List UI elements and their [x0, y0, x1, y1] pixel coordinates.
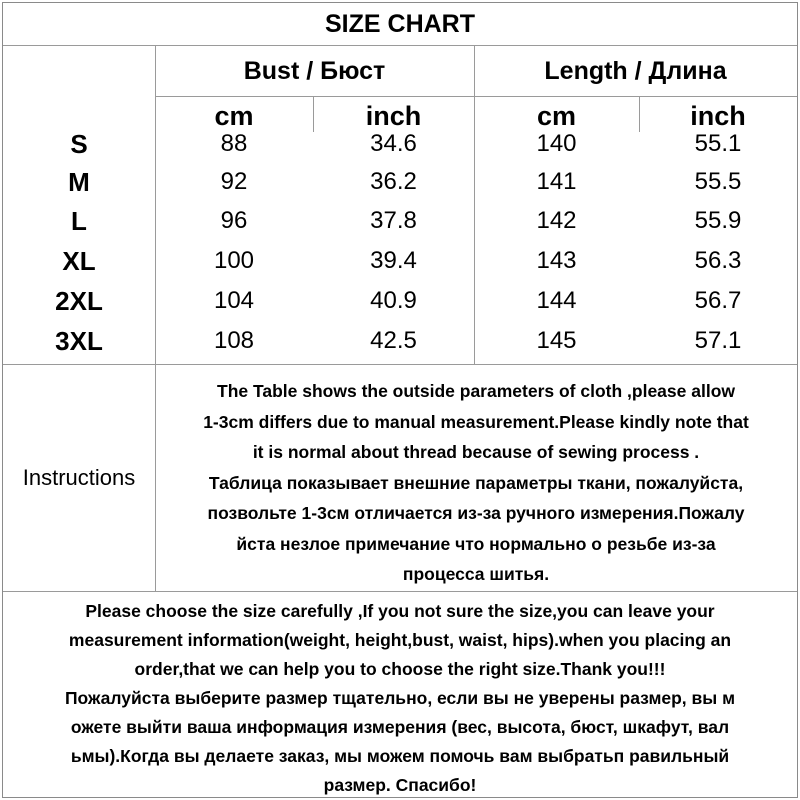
- note-line: Пожалуйста выберите размер тщательно, если вы не уверены размер, вы м: [64, 688, 736, 708]
- bust-cm-value: 96: [220, 207, 248, 234]
- note-line: measurement information(weight, height,bust, waist, hips).when you placing an: [68, 630, 732, 650]
- length-cm-value: 142: [536, 207, 577, 234]
- note-line: order,that we can help you to choose the right size.Thank you!!!: [134, 659, 666, 679]
- bust-inch-value: 42.5: [370, 327, 417, 354]
- table-row: [3, 241, 797, 281]
- table-row: [3, 162, 797, 202]
- table-row: [3, 124, 797, 164]
- table-row: [3, 201, 797, 241]
- instructions-line: The Table shows the outside parameters of cloth ,please allow: [217, 381, 735, 401]
- instructions-line: процесса шитья.: [402, 564, 550, 584]
- bust-cm-value: 88: [220, 130, 248, 157]
- instructions-line: йста незлое примечание что нормально о резьбе из-за: [236, 533, 716, 554]
- instructions-label: Instructions: [22, 465, 136, 490]
- size-advice-note: [7, 597, 793, 800]
- instructions-text: [156, 376, 796, 590]
- size-label: 3XL: [55, 325, 103, 356]
- bust-inch-value: 40.9: [370, 287, 417, 314]
- size-label: M: [68, 166, 90, 197]
- bust-inch-value: 34.6: [370, 130, 417, 157]
- bust-inch-value: 37.8: [370, 207, 417, 234]
- size-label: L: [71, 205, 87, 236]
- bust-inch-value: 36.2: [370, 168, 417, 195]
- length-cm-value: 140: [536, 130, 577, 157]
- length-header: Length / Длина: [544, 56, 727, 85]
- bust-header: Bust / Бюст: [243, 56, 386, 85]
- length-inch-value: 55.5: [694, 168, 742, 195]
- bust-cm-value: 92: [220, 168, 248, 195]
- chart-title: SIZE CHART: [325, 9, 475, 38]
- instructions-line: позвольте 1-3см отличается из-за ручного измерения.Пожалу: [207, 503, 745, 523]
- length-inch-value: 55.1: [694, 130, 742, 157]
- unit-bust-inch: inch: [365, 101, 422, 131]
- instructions-line: 1-3cm differs due to manual measurement.Please kindly note that: [203, 411, 749, 432]
- table-row: [3, 321, 797, 361]
- unit-length-inch: inch: [690, 101, 746, 131]
- length-inch-value: 56.3: [694, 247, 742, 274]
- bust-cm-value: 104: [213, 287, 255, 314]
- length-cm-value: 141: [536, 168, 577, 195]
- note-line: ожете выйти ваша информация измерения (вес, высота, бюст, шкафут, вал: [70, 717, 730, 737]
- length-inch-value: 55.9: [694, 207, 742, 234]
- divider: [3, 591, 797, 592]
- unit-length-cm: cm: [536, 101, 577, 131]
- note-line: ьмы).Когда вы делаете заказ, мы можем помочь вам выбратьп равильный: [70, 746, 730, 766]
- length-cm-value: 143: [536, 247, 577, 274]
- table-row: [3, 281, 797, 321]
- instructions-line: Таблица показывает внешние параметры ткани, пожалуйста,: [208, 472, 744, 493]
- bust-cm-value: 108: [213, 327, 255, 354]
- bust-cm-value: 100: [213, 247, 255, 274]
- divider: [3, 45, 797, 46]
- note-line: Please choose the size carefully ,If you not sure the size,you can leave your: [85, 601, 715, 621]
- length-inch-value: 57.1: [694, 327, 742, 354]
- note-line: размер. Спасибо!: [323, 775, 477, 795]
- instructions-line: it is normal about thread because of sewing process .: [252, 442, 700, 462]
- unit-bust-cm: cm: [214, 101, 254, 131]
- size-label: 2XL: [55, 285, 103, 316]
- size-label: S: [70, 128, 88, 159]
- size-label: XL: [62, 245, 96, 276]
- length-inch-value: 56.7: [694, 287, 742, 314]
- length-cm-value: 144: [536, 287, 577, 314]
- length-cm-value: 145: [536, 327, 577, 354]
- size-chart-table: [2, 2, 798, 798]
- bust-inch-value: 39.4: [370, 247, 417, 274]
